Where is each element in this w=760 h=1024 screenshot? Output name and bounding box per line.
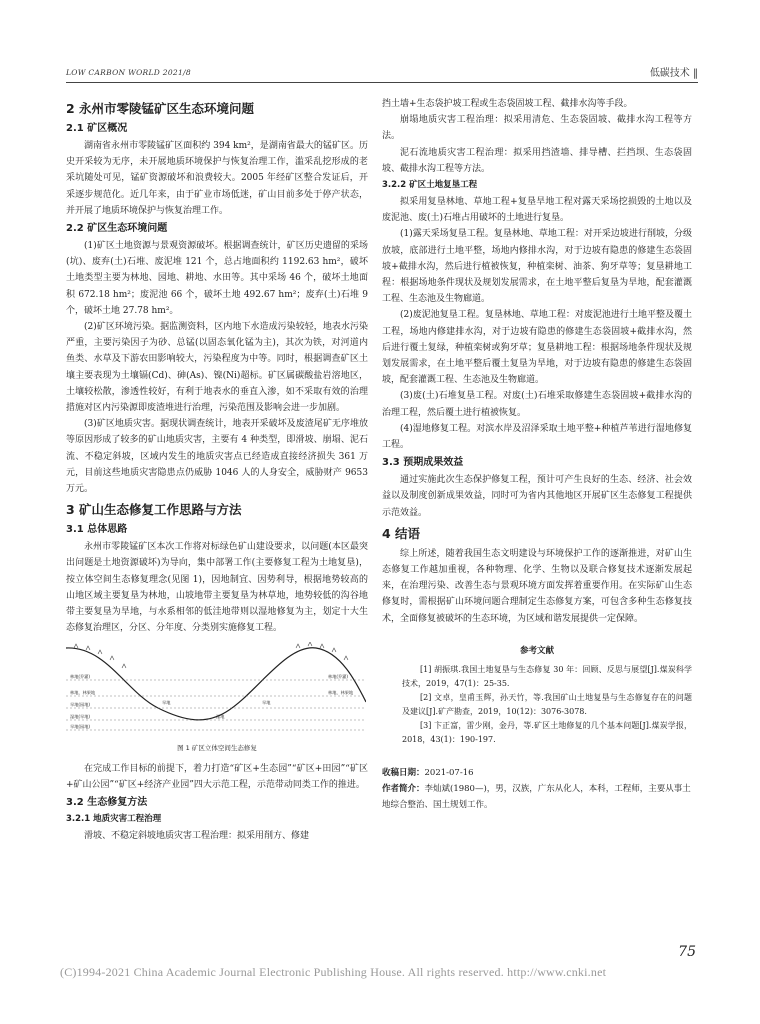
section-2-2-title: 2.2 矿区生态环境问题 [66, 223, 168, 235]
section-3-3-title: 3.3 预期成果效益 [382, 457, 464, 469]
paragraph: (1)矿区土地资源与景观资源破坏。根据调查统计，矿区历史遗留的采场(坑)、废弃(土)石堆、废泥堆 121 个，总占地面积约 1192.63 hm²，破坏土地类型主要为林地、园地、耕地、水田等。其中采场 46 个，破坏土地面积 672.18 hm²；废泥池 66 个，破坏土地 492.67 hm²；废弃(土)石堆 9 个，破坏土地 27.78 hm²。 [66, 241, 368, 316]
paragraph: (2)矿区环境污染。据监测资料，区内地下水造成污染较轻，地表水污染严重，主要污染因子为砂、总锰(以固态氧化锰为主)，其次为铁，对河道内鱼类、水草及下游农田影响较大，污染程度为中等。同时，根据调查矿区土壤主要表现为土壤镉(Cd)、砷(As)、镍(Ni)超标。矿区属碳酸盐岩溶地区，土壤较松散，渗透性较好，有利于地表水的垂直入渗，如不采取有效的治理措施对区内污染源即废渣堆进行治理，污染范围及影响会进一步加剧。 [66, 322, 368, 414]
paragraph: (1)露天采场复垦工程。复垦林地、草地工程：对开采边坡进行削坡，分级放坡，底部进行土地平整，场地内修排水沟，对于边坡有隐患的修建生态袋固坡+截排水沟，然后进行植被恢复，种植栾树、油茶、狗牙草等；复垦耕地工程：根据场地条件现状及规划发展需求，在土地平整后复垦为旱地，配套灌溉工程、生态池及生物廊道。 [382, 229, 692, 305]
paragraph: 通过实施此次生态保护修复工程，预计可产生良好的生态、经济、社会效益以及制度创新成果效益，同时可为省内其他地区开展矿区生态修复工程提供示范效益。 [382, 475, 692, 518]
paragraph: (4)湿地修复工程。对滨水岸及沼泽采取土地平整+种植芦苇进行湿地修复工程。 [382, 423, 692, 451]
reference-item: [2] 文卓，皇甫玉辉，孙天竹，等.我国矿山土地复垦与生态修复存在的问题及建议[J].矿产勘查，2019，10(12)：3076-3078. [402, 693, 692, 717]
left-column [66, 96, 368, 844]
reference-item: [3] 卞正富，雷少刚，金丹，等.矿区土地修复的几个基本问题[J].煤炭学报，2018，43(1)：190-197. [402, 721, 692, 745]
running-header-section: 低碳技术 ‖ [649, 68, 698, 79]
figure-label: 林地(乔灌) [70, 674, 91, 680]
figure-label: 旱地 [262, 700, 271, 706]
references-title: 参考文献 [519, 645, 554, 656]
figure-1 [66, 642, 368, 756]
paragraph: (2)废泥池复垦工程。复垦林地、草地工程：对废泥池进行土地平整及覆土工程，场地内修建排水沟，对于边坡有隐患的修建生态袋固坡+截排水沟，然后进行覆土复绿，种植栾树或狗牙草；复垦耕地工程：根据场地条件现状及规划发展需求，在土地平整后覆土复垦为旱地，对于边坡有隐患的修建生态袋固坡，配套灌溉工程、生态池及生物廊道。 [382, 310, 692, 386]
figure-label: 林地(乔灌) [328, 674, 349, 680]
section-3-2-2-title: 3.2.2 矿区土地复垦工程 [382, 180, 478, 191]
figure-label: 林地、林果地 [70, 690, 96, 696]
paragraph: 滑坡、不稳定斜坡地质灾害工程治理：拟采用削方、修建 [84, 831, 310, 842]
section-4-title: 4 结语 [382, 525, 421, 541]
figure-label: 旱地(园地) [70, 724, 91, 730]
figure-label: 林地、林果地 [328, 690, 354, 696]
running-header-journal: LOW CARBON WORLD 2021/8 [66, 68, 191, 77]
figure-label: 旱地(园地) [70, 702, 91, 708]
page-number: 75 [678, 944, 696, 960]
paragraph: 崩塌地质灾害工程治理：拟采用清危、生态袋固坡、截排水沟工程等方法。 [382, 115, 692, 142]
section-3-2-title: 3.2 生态修复方法 [66, 797, 148, 809]
paragraph: 泥石流地质灾害工程治理：拟采用挡渣墙、排导槽、拦挡坝、生态袋固坡、截排水沟工程等方法。 [382, 147, 692, 174]
header-rule [66, 82, 698, 83]
paragraph: 永州市零陵锰矿区本次工作将对标绿色矿山建设要求，以问题(本区最突出问题是土地资源破坏)为导向，集中部署工作(主要修复工程为土地复垦)，按立体空间生态修复理念(见图 1)，因地制宜、因势利导，根据地势较高的山地区域主要复垦为林地，山坡地带主要复垦为林草地，地势较低的沟谷地带主要复垦为旱地，与水系相邻的低洼地带则以湿地修复为主，划定十大生态修复治理区，分区、分年度、分类别实施修复工程。 [66, 542, 368, 634]
section-2-title: 2 永州市零陵锰矿区生态环境问题 [66, 101, 255, 116]
reference-item: [1] 胡振琪.我国土地复垦与生态修复 30 年：回顾、反思与展望[J].煤炭科学技术，2019，47(1)：25-35. [402, 665, 692, 689]
paragraph: (3)废(土)石堆复垦工程。对废(土)石堆采取修建生态袋固坡+截排水沟的治理工程，然后覆土进行植被恢复。 [382, 391, 692, 418]
section-3-2-1-title: 3.2.1 地质灾害工程治理 [66, 814, 162, 825]
section-2-1-title: 2.1 矿区概况 [66, 123, 128, 134]
figure-label: 旱地 [162, 700, 171, 706]
figure-label: 湿地 [216, 714, 225, 720]
paragraph: (3)矿区地质灾害。据现状调查统计，地表开采破坏及废渣尾矿无序堆放等原因形成了较多的矿山地质灾害，主要有 4 种类型，即滑坡、崩塌、泥石流、不稳定斜坡，区域内发生的地质灾害点已经造成直接经济损失 361 万元，目前这些地质灾害隐患点仍威胁 1046 人的人身安全，威胁财产 9653 万元。 [66, 419, 368, 495]
paragraph: 在完成工作目标的前提下，着力打造“矿区+生态园”“矿区+田园”“矿区+矿山公园”“矿区+经济产业园”四大示范工程，示范带动同类工作的推进。 [66, 763, 368, 790]
paragraph: 挡土墙+生态袋护坡工程或生态袋固坡工程、截排水沟等手段。 [382, 99, 633, 109]
section-3-title: 3 矿山生态修复工作思路与方法 [66, 502, 242, 518]
article-meta [382, 765, 692, 813]
figure-label: 湿地(旱地) [70, 714, 91, 720]
paragraph: 湖南省永州市零陵锰矿区面积约 394 km²，是湖南省最大的锰矿区。历史开采较为无序，未开展地质环境保护与恢复治理工作，滥采乱挖形成的老采坑随处可见，锰矿资源破坏和浪费较大。2005 年经矿区整合发证后，开采逐步规范化。近几年来，由于矿业市场低迷，矿山目前多处于停产状态，并开展了地质环境保护与恢复治理工作。 [66, 141, 368, 216]
section-3-1-title: 3.1 总体思路 [66, 524, 128, 536]
received-date: 收稿日期：2021-07-16 [382, 768, 474, 779]
author-bio: 作者简介：李灿斌(1980—)，男，汉族，广东从化人，本科，工程师，主要从事土地综合整治、国土规划工作。 [382, 784, 691, 811]
paragraph: 拟采用复垦林地、草地工程+复垦旱地工程对露天采场挖损毁的土地以及废泥池、废(土)石堆占用破坏的土地进行复垦。 [382, 197, 692, 224]
paragraph: 综上所述，随着我国生态文明建设与环境保护工作的逐渐推进，对矿山生态修复工作越加重视，各种物理、化学、生物以及联合修复技术逐渐发展起来，在治理污染、改善生态与景观环境方面发挥着重要作用。在实际矿山生态修复时，需根据矿山环境问题合理制定生态修复方案，可包含多种生态修复技术，全面修复被破坏的生态环境，为区域和谐发展提供一定保障。 [382, 548, 692, 624]
cnki-footer: (C)1994-2021 China Academic Journal Electronic Publishing House. All rights reserved. http://www.cnki.net [60, 965, 607, 979]
figure-1-diagram [66, 642, 366, 738]
right-column [382, 96, 692, 813]
figure-1-caption: 图 1 矿区立体空间生态修复 [177, 744, 257, 753]
